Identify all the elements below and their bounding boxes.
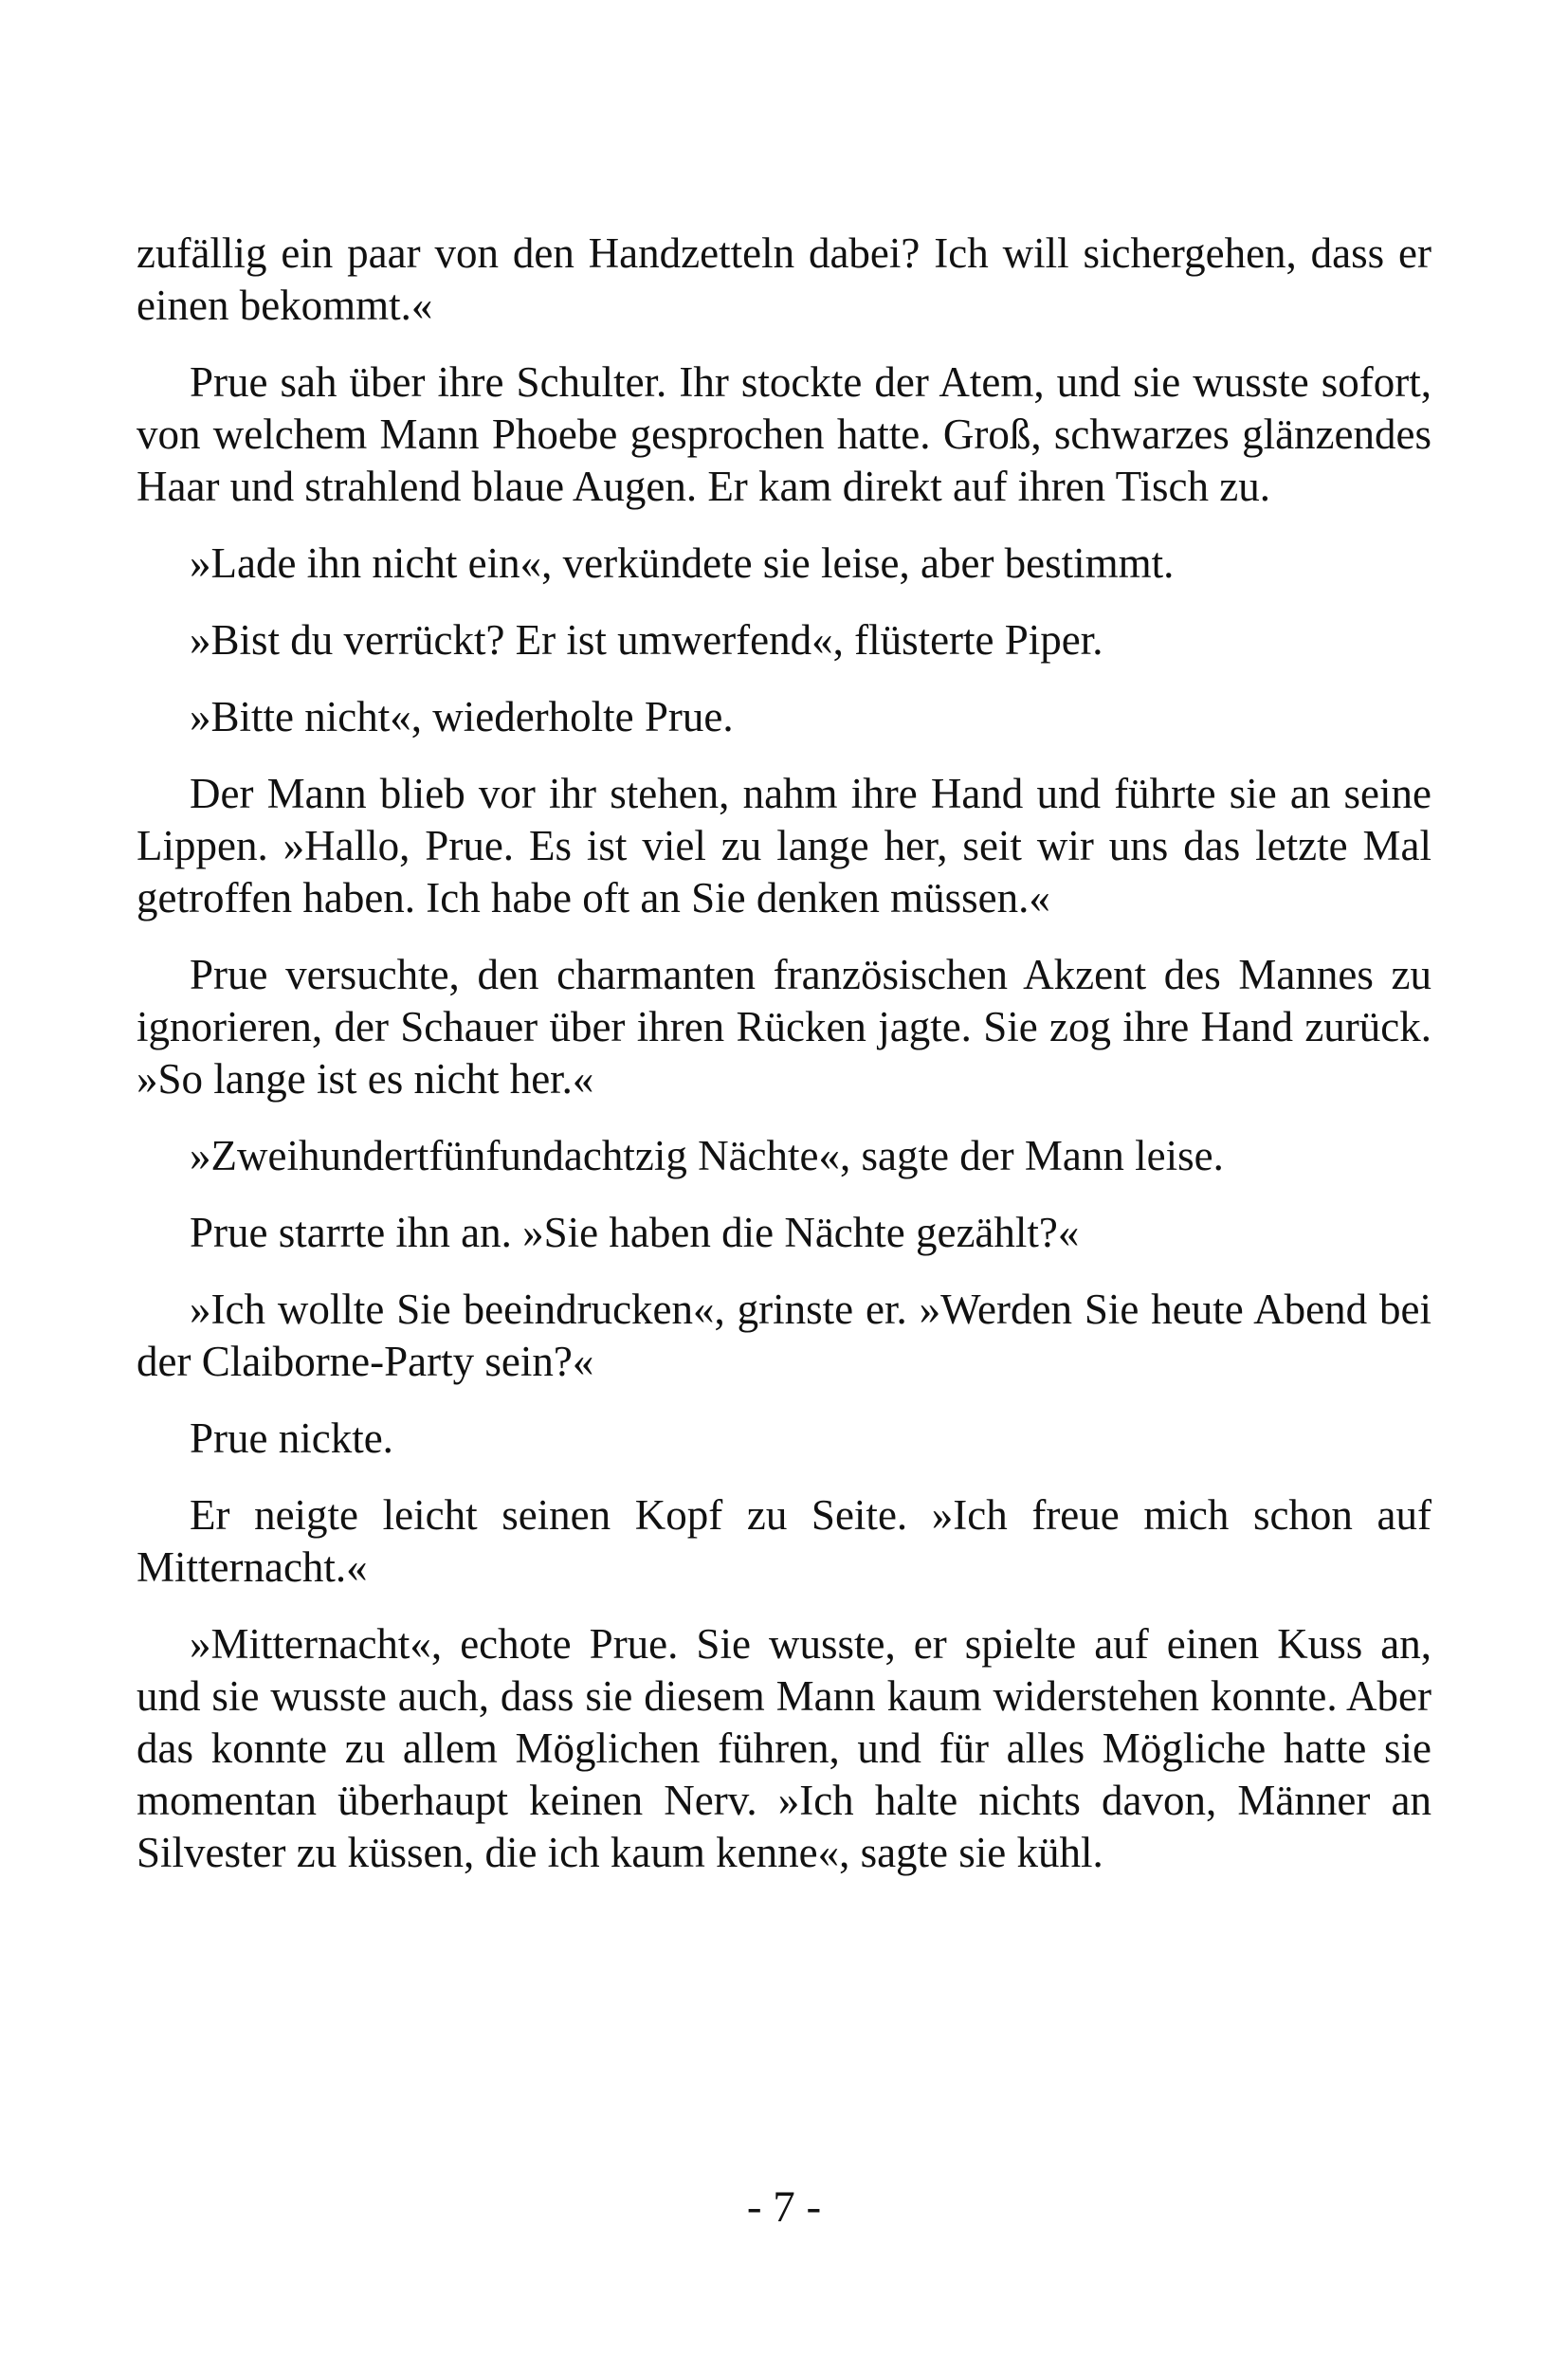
- paragraph: zufällig ein paar von den Handzetteln dabei? Ich will sichergehen, dass er einen bekommt.«: [137, 229, 1431, 329]
- body-text: [137, 228, 1431, 1904]
- paragraph: Prue starrte ihn an. »Sie haben die Nächte gezählt?«: [190, 1209, 1080, 1256]
- paragraph: »Ich wollte Sie beeindrucken«, grinste er. »Werden Sie heute Abend bei der Claiborne-Party sein?«: [137, 1286, 1431, 1385]
- paragraph: Der Mann blieb vor ihr stehen, nahm ihre Hand und führte sie an seine Lippen. »Hallo, Prue. Es ist viel zu lange her, seit wir uns das letzte Mal getroffen haben. Ich habe oft an Sie denken müssen.«: [137, 770, 1431, 922]
- paragraph: »Bitte nicht«, wiederholte Prue.: [190, 693, 734, 740]
- page-number: - 7 -: [746, 2182, 822, 2232]
- paragraph: »Lade ihn nicht ein«, verkündete sie leise, aber bestimmt.: [190, 539, 1175, 587]
- paragraph: »Zweihundertfünfundachtzig Nächte«, sagte der Mann leise.: [190, 1132, 1224, 1179]
- paragraph: »Bist du verrückt? Er ist umwerfend«, flüsterte Piper.: [190, 616, 1103, 664]
- paragraph: »Mitternacht«, echote Prue. Sie wusste, er spielte auf einen Kuss an, und sie wusste auch, dass sie diesem Mann kaum widerstehen konnte. Aber das konnte zu allem Möglichen führen, und für alles Mögliche hatte sie momentan überhaupt keinen Nerv. »Ich halte nichts davon, Männer an Silvester zu küssen, die ich kaum kenne«, sagte sie kühl.: [137, 1620, 1431, 1876]
- paragraph: Prue sah über ihre Schulter. Ihr stockte der Atem, und sie wusste sofort, von welchem Mann Phoebe gesprochen hatte. Groß, schwarzes glänzendes Haar und strahlend blaue Augen. Er kam direkt auf ihren Tisch zu.: [137, 358, 1431, 510]
- paragraph: Prue nickte.: [190, 1414, 393, 1462]
- paragraph: Er neigte leicht seinen Kopf zu Seite. »Ich freue mich schon auf Mitternacht.«: [137, 1491, 1431, 1591]
- paragraph: Prue versuchte, den charmanten französischen Akzent des Mannes zu ignorieren, der Schauer über ihren Rücken jagte. Sie zog ihre Hand zurück. »So lange ist es nicht her.«: [137, 951, 1431, 1103]
